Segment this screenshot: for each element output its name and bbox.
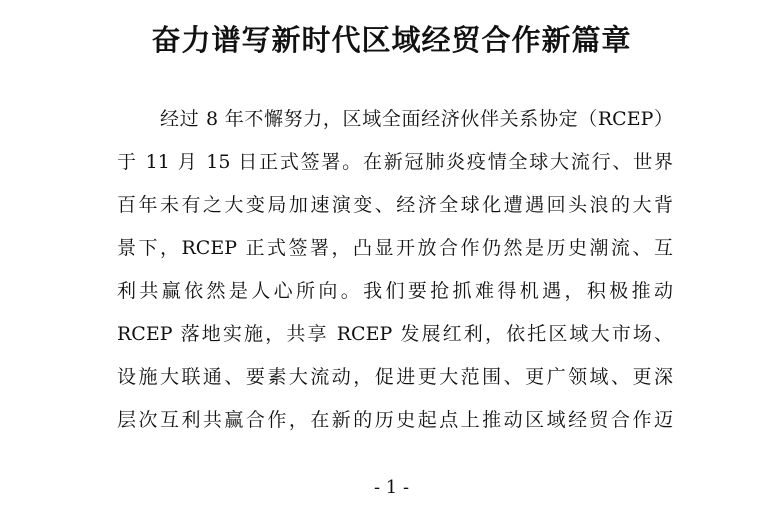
paragraph-line: 景下，RCEP 正式签署，凸显开放合作仍然是历史潮流、互 — [117, 237, 673, 259]
paragraph-line: 于 11 月 15 日正式签署。在新冠肺炎疫情全球大流行、世界 — [117, 151, 673, 173]
paragraph-line: 设施大联通、要素大流动，促进更大范围、更广领域、更深 — [117, 366, 673, 388]
paragraph-line: 经过 8 年不懈努力，区域全面经济伙伴关系协定（RCEP） — [160, 108, 673, 130]
paragraph-line: 百年未有之大变局加速演变、经济全球化遭遇回头浪的大背 — [117, 194, 673, 216]
page-number: - 1 - — [373, 477, 410, 498]
paragraph-line: RCEP 落地实施，共享 RCEP 发展红利，依托区域大市场、 — [117, 323, 673, 345]
paragraph-line: 利共赢依然是人心所向。我们要抢抓难得机遇，积极推动 — [117, 280, 673, 302]
paragraph-line: 层次互利共赢合作，在新的历史起点上推动区域经贸合作迈 — [117, 409, 673, 431]
article-title: 奋力谱写新时代区域经贸合作新篇章 — [151, 23, 632, 57]
article-body — [117, 98, 673, 442]
